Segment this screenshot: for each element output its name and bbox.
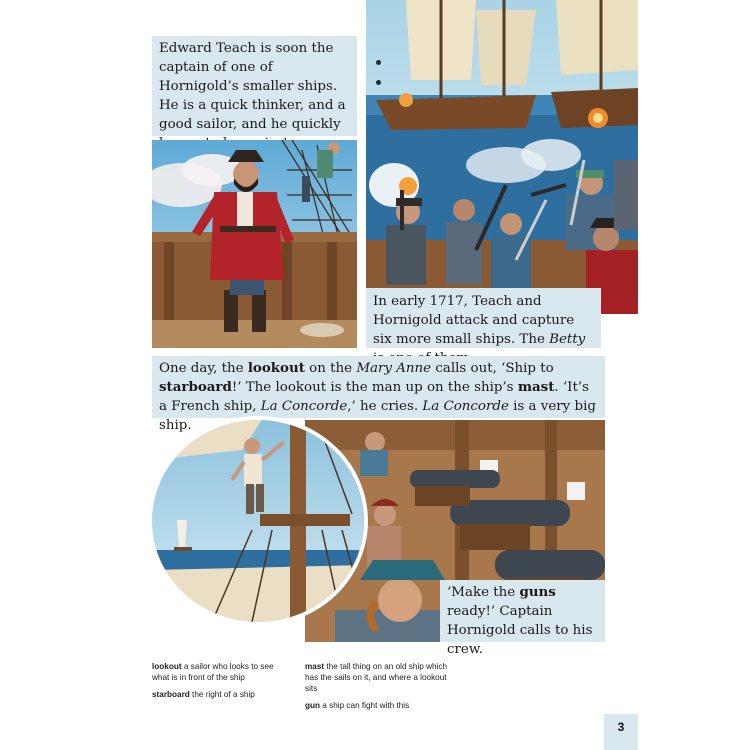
glossary-gun [305, 700, 455, 711]
ship-name-la-concorde-1: La Concorde [260, 399, 348, 414]
ship-name-la-concorde-2: La Concorde [422, 399, 509, 414]
caption-attack-text-1: In early 1717, Teach and Hornigold attack and capture six more small ships. The [373, 294, 575, 347]
ship-name-betty: Betty [549, 332, 586, 347]
keyword-lookout: lookout [247, 360, 305, 376]
lookout-t4: !’ The lookout is the man up on the ship’s [231, 380, 518, 395]
glossary-definition: a ship can fight with this [322, 701, 410, 710]
caption-intro [152, 36, 357, 136]
glossary-mast [305, 661, 455, 694]
lookout-t3: calls out, ‘Ship to [431, 361, 554, 376]
lookout-t5: . ‘It’s a French ship, [159, 380, 589, 414]
page-number: 3 [604, 714, 638, 750]
lookout-t2: on the [304, 361, 357, 376]
ship-battle-illustration [366, 0, 638, 314]
bullet-dot-2 [376, 80, 381, 85]
guns-t1: ‘Make the [447, 585, 520, 600]
keyword-mast: mast [517, 379, 555, 395]
caption-attack [366, 288, 601, 348]
glossary-definition: the right of a ship [192, 690, 255, 699]
glossary-term: mast [305, 662, 325, 671]
lookout-t7: is a very big ship. [159, 399, 596, 433]
guns-t2: ready!’ Captain Hornigold calls to his crew. [447, 604, 593, 657]
ship-name-mary-anne: Mary Anne [356, 361, 432, 376]
bullet-dot-1 [376, 60, 381, 65]
pirate-captain-illustration [152, 140, 357, 348]
lookout-t6: ,’ he cries. [347, 399, 423, 414]
glossary-starboard [152, 689, 292, 700]
glossary-term: lookout [152, 662, 182, 671]
caption-lookout [152, 356, 605, 433]
glossary-definition: a sailor who looks to see what is in front of the ship [152, 662, 274, 682]
glossary-definition: the tall thing on an old ship which has the sails on it, and where a lookout sits [305, 662, 448, 693]
caption-intro-text: Edward Teach is soon the captain of one of Hornigold’s smaller ships. He is a quick thinker, and a good sailor, and he quickly [159, 41, 346, 132]
lookout-mast-illustration [148, 416, 368, 626]
caption-guns [440, 580, 605, 657]
keyword-starboard: starboard [159, 379, 232, 395]
glossary-term: gun [305, 701, 321, 710]
keyword-guns: guns [519, 584, 556, 600]
glossary-term: starboard [152, 690, 190, 699]
lookout-t1: One day, the [159, 361, 248, 376]
glossary-lookout [152, 661, 292, 683]
